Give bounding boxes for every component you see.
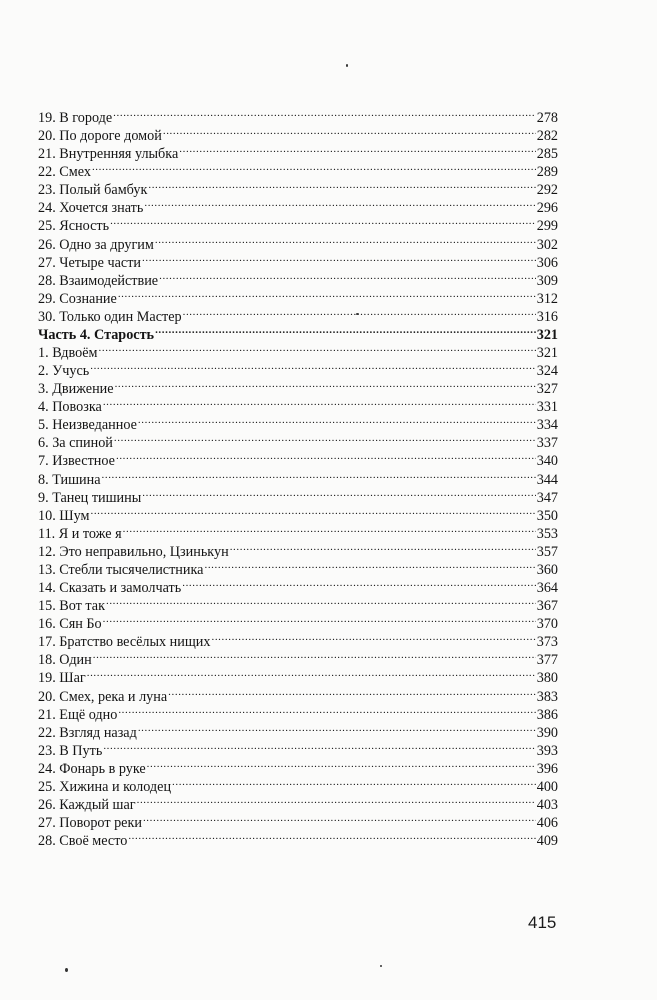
- toc-entry-title: 5. Неизведанное: [38, 417, 137, 434]
- toc-entry: [38, 212, 558, 235]
- toc-entry-title: 3. Движение: [38, 381, 114, 398]
- toc-entry: [38, 375, 558, 398]
- toc-entry: [38, 737, 558, 759]
- scan-speck: [356, 313, 359, 315]
- toc-dot-leader: [116, 447, 536, 465]
- toc-entry-title: 22. Смех: [38, 164, 91, 181]
- toc-entry-page: 302: [536, 236, 558, 253]
- toc-entry-title: 26. Каждый шаг: [38, 796, 136, 813]
- toc-entry-page: 396: [536, 760, 558, 777]
- toc-entry-title: 9. Танец тишины: [38, 489, 142, 506]
- toc-entry-title: 25. Хижина и колодец: [38, 778, 172, 795]
- toc-entry: [38, 158, 558, 181]
- toc-dot-leader: [90, 502, 535, 520]
- toc-dot-leader: [142, 249, 536, 267]
- toc-dot-leader: [211, 628, 535, 646]
- toc-dot-leader: [148, 176, 535, 194]
- toc-dot-leader: [102, 466, 536, 484]
- toc-entry-page: 324: [536, 363, 558, 380]
- toc-entry-page: 373: [536, 634, 558, 651]
- toc-entry: [38, 520, 558, 542]
- toc-entry-title: 6. За спиной: [38, 435, 113, 452]
- toc-entry-page: 296: [536, 200, 558, 217]
- toc-dot-leader: [204, 556, 535, 574]
- toc-dot-leader: [93, 646, 536, 664]
- toc-entry-title: 21. Ещё одно: [38, 706, 118, 723]
- toc-entry: [38, 447, 558, 470]
- toc-entry-page: 334: [536, 417, 558, 434]
- toc-dot-leader: [137, 791, 536, 809]
- toc-entry: [38, 610, 558, 633]
- toc-entry-title: 2. Учусь: [38, 363, 90, 380]
- toc-dot-leader: [230, 538, 536, 556]
- page-number: 415: [528, 913, 557, 932]
- toc-dot-leader: [110, 212, 536, 230]
- toc-entry-page: 353: [536, 525, 558, 542]
- toc-entry: [38, 592, 558, 615]
- toc-entry: [38, 683, 558, 705]
- toc-dot-leader: [118, 285, 536, 303]
- toc-dot-leader: [172, 773, 536, 791]
- toc-entry: [38, 646, 558, 669]
- toc-entry-title: 16. Сян Бо: [38, 616, 102, 633]
- toc-entry-title: 24. Фонарь в руке: [38, 760, 146, 777]
- toc-entry-title: 14. Сказать и замолчать: [38, 580, 182, 597]
- toc-dot-leader: [123, 520, 536, 538]
- toc-entry-page: 282: [536, 128, 558, 145]
- toc-dot-leader: [99, 339, 536, 357]
- toc-entry-page: 367: [536, 598, 558, 615]
- toc-entry-title: 4. Повозка: [38, 399, 102, 416]
- toc-dot-leader: [87, 664, 536, 682]
- toc-dot-leader: [90, 357, 535, 375]
- toc-entry-page: 406: [536, 815, 558, 832]
- toc-entry-title: 19. Шаг: [38, 670, 86, 687]
- toc-dot-leader: [138, 719, 536, 737]
- toc-entry-page: 344: [536, 471, 558, 488]
- toc-entry-page: 393: [536, 742, 558, 759]
- toc-entry-title: 11. Я и тоже я: [38, 525, 122, 542]
- toc-dot-leader: [142, 484, 535, 502]
- toc-entry-page: 403: [536, 796, 558, 813]
- toc-entry-title: 21. Внутренняя улыбка: [38, 146, 179, 163]
- toc-entry-title: 28. Взаимодействие: [38, 272, 159, 289]
- toc-dot-leader: [103, 393, 536, 411]
- toc-entry-page: 340: [536, 453, 558, 470]
- toc-entry-page: 377: [536, 652, 558, 669]
- toc-entry-title: 19. В городе: [38, 110, 113, 126]
- toc-entry-title: 27. Поворот реки: [38, 815, 142, 832]
- toc-entry: [38, 104, 558, 126]
- toc-entry-page: 360: [536, 561, 558, 578]
- toc-entry-title: 26. Одно за другим: [38, 236, 154, 253]
- toc-entry-page: 383: [536, 688, 558, 705]
- toc-entry: [38, 393, 558, 416]
- toc-entry-title: 10. Шум: [38, 507, 90, 524]
- toc-entry-page: 299: [536, 218, 558, 235]
- toc-entry-title: 20. Смех, река и луна: [38, 688, 168, 705]
- toc-dot-leader: [128, 827, 535, 845]
- toc-dot-leader: [159, 267, 536, 285]
- toc-dot-leader: [182, 574, 536, 592]
- toc-entry-title: Часть 4. Старость: [38, 326, 155, 343]
- toc-entry: [38, 339, 558, 362]
- toc-dot-leader: [143, 809, 536, 827]
- toc-entry-title: 8. Тишина: [38, 471, 101, 488]
- toc-entry-title: 1. Вдвоём: [38, 345, 98, 362]
- scan-speck: [65, 968, 68, 972]
- toc-entry: [38, 411, 558, 434]
- toc-dot-leader: [168, 683, 536, 701]
- toc-dot-leader: [163, 122, 536, 140]
- toc-dot-leader: [114, 429, 536, 447]
- toc-entry-page: 278: [536, 110, 558, 126]
- toc-entry-title: 13. Стебли тысячелистника: [38, 561, 204, 578]
- toc-entry: [38, 176, 558, 199]
- toc-entry-page: 321: [536, 345, 558, 362]
- toc-entry-page: 321: [536, 326, 558, 343]
- toc-entry-title: 7. Известное: [38, 453, 115, 470]
- toc-dot-leader: [179, 140, 535, 158]
- toc-entry: [38, 357, 558, 380]
- toc-dot-leader: [144, 194, 535, 212]
- scan-speck: [346, 64, 348, 67]
- toc-dot-leader: [155, 321, 536, 339]
- toc-entry: [38, 628, 558, 651]
- toc-dot-leader: [106, 592, 536, 610]
- toc-entry-page: 364: [536, 580, 558, 597]
- toc-entry-title: 22. Взгляд назад: [38, 724, 137, 741]
- toc-entry-page: 327: [536, 381, 558, 398]
- toc-entry-title: 18. Один: [38, 652, 92, 669]
- toc-entry-title: 20. По дороге домой: [38, 128, 162, 145]
- toc-entry-page: 350: [536, 507, 558, 524]
- toc-entry-page: 331: [536, 399, 558, 416]
- toc-entry-page: 386: [536, 706, 558, 723]
- scan-speck: [380, 965, 382, 967]
- toc-entry-page: 312: [536, 290, 558, 307]
- toc-entry-page: 400: [536, 778, 558, 795]
- toc-entry-title: 25. Ясность: [38, 218, 110, 235]
- toc-entry-title: 30. Только один Мастер: [38, 308, 182, 325]
- toc-entry-title: 24. Хочется знать: [38, 200, 144, 217]
- toc-entry-title: 15. Вот так: [38, 598, 105, 615]
- toc-entry-page: 316: [536, 308, 558, 325]
- toc-entry: [38, 122, 558, 145]
- toc-entry-page: 306: [536, 254, 558, 271]
- toc-entry-page: 309: [536, 272, 558, 289]
- toc-dot-leader: [115, 375, 536, 393]
- toc-entry-title: 28. Своё место: [38, 833, 128, 850]
- toc-entry-page: 390: [536, 724, 558, 741]
- toc-entry-page: 409: [536, 833, 558, 850]
- toc-dot-leader: [147, 755, 536, 773]
- toc-entry: [38, 502, 558, 524]
- toc-dot-leader: [155, 231, 536, 249]
- toc-entry-page: 285: [536, 146, 558, 163]
- toc-entry-title: 23. В Путь: [38, 742, 103, 759]
- toc-entry: [38, 484, 558, 506]
- toc-entry-page: 347: [536, 489, 558, 506]
- toc-dot-leader: [103, 610, 536, 628]
- toc-dot-leader: [92, 158, 536, 176]
- toc-dot-leader: [138, 411, 536, 429]
- toc-entry-title: 29. Сознание: [38, 290, 117, 307]
- toc-dot-leader: [183, 303, 536, 321]
- toc-entry: [38, 231, 558, 253]
- toc-entry-title: 27. Четыре части: [38, 254, 141, 271]
- toc-entry-title: 17. Братство весёлых нищих: [38, 634, 211, 651]
- toc-entry: [38, 429, 558, 452]
- toc-entry-page: 380: [536, 670, 558, 687]
- toc-entry-title: 23. Полый бамбук: [38, 182, 148, 199]
- toc-entry-page: 370: [536, 616, 558, 633]
- toc-dot-leader: [118, 701, 535, 719]
- table-of-contents: [38, 104, 558, 850]
- toc-entry-page: 357: [536, 543, 558, 560]
- toc-entry-page: 289: [536, 164, 558, 181]
- toc-entry: [38, 466, 558, 488]
- toc-dot-leader: [103, 737, 535, 755]
- toc-entry-page: 337: [536, 435, 558, 452]
- toc-entry-page: 292: [536, 182, 558, 199]
- toc-entry: [38, 664, 558, 687]
- toc-entry-title: 12. Это неправильно, Цзинькун: [38, 543, 229, 560]
- toc-entry: [38, 755, 558, 777]
- toc-dot-leader: [113, 104, 536, 122]
